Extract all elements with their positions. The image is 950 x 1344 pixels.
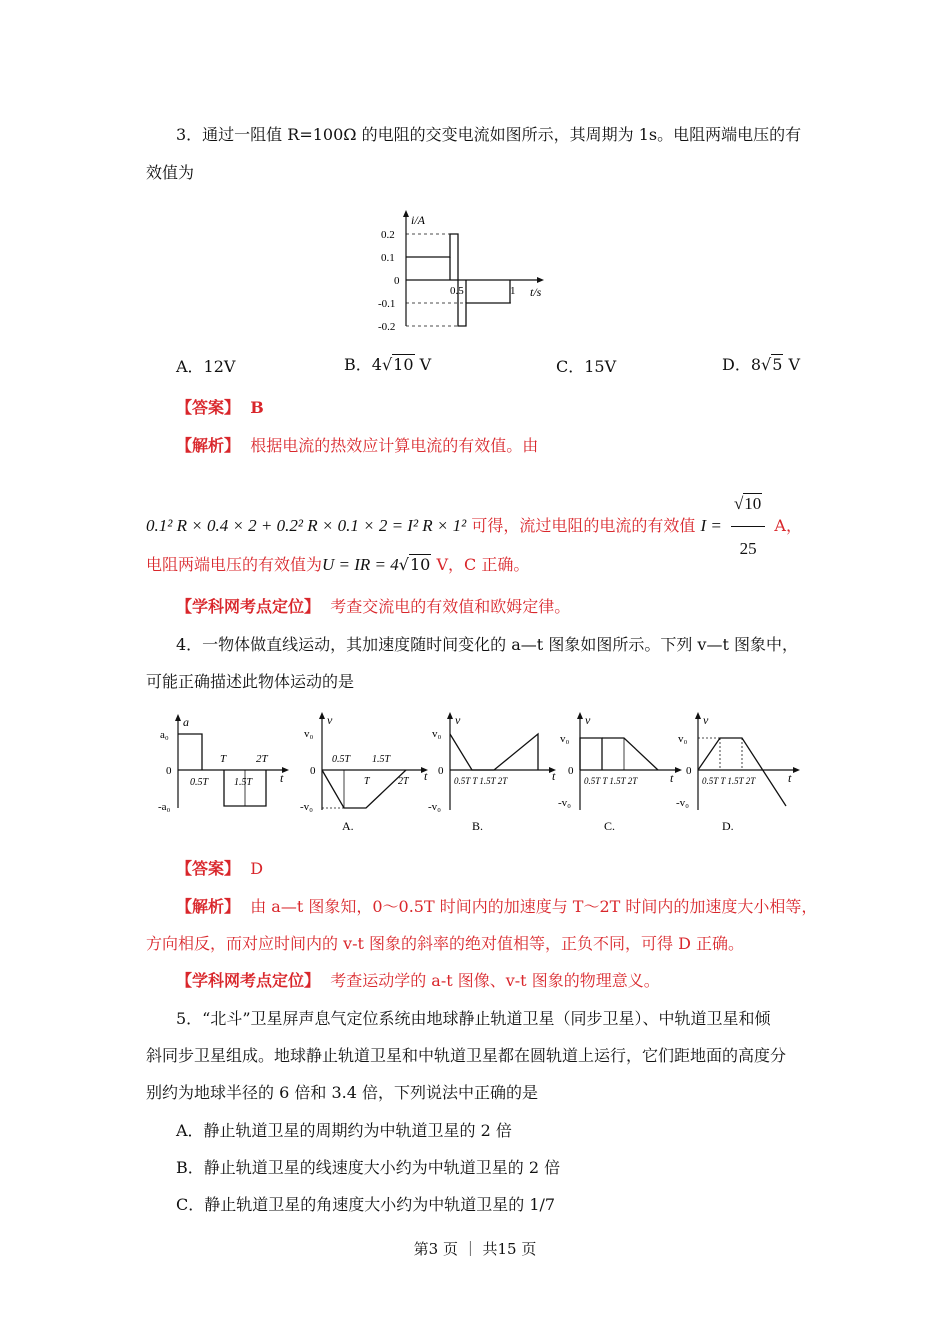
q5-option-b: B．静止轨道卫星的线速度大小约为中轨道卫星的 2 倍 [176,1158,561,1177]
page-footer: 第3 页 ｜ 共15 页 [413,1240,537,1258]
q4-kaodian-text: 考查运动学的 a-t 图像、v-t 图象的物理意义。 [330,971,660,990]
q4-analysis-label: 【解析】 [176,897,241,916]
q4-graph-d [676,710,811,835]
q3-analysis-text1: 根据电流的热效应计算电流的有效值。由 [250,436,539,455]
q3-fraction: $\frac{√10}{25}$ [731,482,765,571]
q3-ytick-1: 0.1 [381,252,395,264]
q3-ytick-0: 0.2 [381,229,395,241]
q4-answer-value: D [250,859,264,878]
svg-text:t: t [280,771,284,785]
q3-x-arrow [537,277,544,283]
q4-graph-b [428,710,563,835]
q5-option-c: C．静止轨道卫星的角速度大小约为中轨道卫星的 1/7 [176,1195,556,1214]
svg-text:0.5T T 1.5T 2T: 0.5T T 1.5T 2T [454,776,508,786]
q3-formula: 0.1² R × 0.4 × 2 + 0.2² R × 0.1 × 2 = I² R × 1² [146,516,467,535]
q3-y-label: i/A [411,213,425,227]
q4-answer-label: 【答案】 [176,859,241,878]
svg-text:v₀: v₀ [560,733,570,745]
svg-text:v: v [703,713,709,727]
q3-kaodian [176,596,570,618]
svg-text:0.5T T 1.5T 2T: 0.5T T 1.5T 2T [702,776,756,786]
q4-kaodian [176,970,660,992]
svg-text:v: v [327,713,333,727]
svg-text:0: 0 [166,765,172,777]
q3-analysis-line3: 电阻两端电压的有效值为U = IR = 4√10 V，C 正确。 [146,555,530,574]
q3-answer [176,397,264,419]
svg-text:-v₀: -v₀ [676,797,689,809]
q3-analysis-label: 【解析】 [176,436,241,455]
q5-stem-line2: 斜同步卫星组成。地球静止轨道卫星和中轨道卫星都在圆轨道上运行，它们距地面的高度分 [146,1046,787,1065]
q3-current-graph [378,208,553,336]
svg-text:-v₀: -v₀ [558,797,571,809]
svg-text:-v₀: -v₀ [300,801,313,813]
svg-text:v₀: v₀ [678,733,688,745]
q3-option-d-radicand: 5 [772,355,783,374]
q3-ytick-2: 0 [394,275,400,287]
q4-graph-c [558,710,688,835]
q4-at-graph [158,712,293,812]
q4-stem-line1: 4．一物体做直线运动，其加速度随时间变化的 a—t 图象如图所示。下列 v—t 图象中， [176,635,798,654]
svg-text:0: 0 [310,765,316,777]
svg-text:0.5T: 0.5T [332,754,351,765]
q3-xtick-1: 1 [510,285,516,297]
svg-text:-v₀: -v₀ [428,801,441,813]
svg-text:v₀: v₀ [432,728,442,740]
q3-kaodian-label: 【学科网考点定位】 [176,597,321,616]
q3-option-c: C．15V [556,357,617,376]
q3-option-b-radicand: 10 [393,355,414,374]
svg-text:v₀: v₀ [304,728,314,740]
q3-analysis-unit: A， [774,516,802,535]
q3-x-label: t/s [530,285,542,299]
q3-analysis-line3-formula: U = IR = 4 [322,555,399,574]
svg-text:1.5T: 1.5T [372,754,391,765]
svg-text:0: 0 [438,765,444,777]
q4-analysis-line2: 方向相反，而对应时间内的 v-t 图象的斜率的绝对值相等，正负不同，可得 D 正确。 [146,934,745,953]
svg-text:1.5T: 1.5T [234,777,253,788]
q4-graph-a [300,710,435,835]
svg-text:T: T [220,753,227,765]
q3-stem-line1: 3．通过一阻值 R=100Ω 的电阻的交变电流如图所示，其周期为 1s。电阻两端电压的有 [176,125,802,144]
q3-y-arrow [403,210,409,217]
q3-frac-num: 10 [744,494,762,513]
q4-caption-d: D. [722,819,734,833]
svg-text:-a₀: -a₀ [158,801,171,812]
q3-answer-label: 【答案】 [176,398,241,417]
q3-answer-value: B [250,398,264,417]
q3-ytick-4: -0.2 [378,321,396,333]
svg-text:t: t [424,769,428,783]
q3-xtick-0: 0.5 [450,285,464,297]
q4-analysis-text1: 由 a—t 图象知，0～0.5T 时间内的加速度与 T～2T 时间内的加速度大小相等， [250,897,818,916]
q3-kaodian-text: 考查交流电的有效值和欧姆定律。 [330,597,571,616]
svg-text:T: T [364,776,370,787]
svg-text:0: 0 [568,765,574,777]
q3-ytick-3: -0.1 [378,298,396,310]
svg-text:t: t [788,771,792,785]
q3-frac-den: 25 [739,539,757,558]
svg-text:t: t [670,771,674,785]
q3-analysis-line3-prefix: 电阻两端电压的有效值为 [146,555,323,574]
q3-analysis-line3-radicand: 10 [409,555,431,574]
q3-analysis-mid: 可得，流过电阻的电流的有效值 [471,516,696,535]
q4-stem-line2: 可能正确描述此物体运动的是 [146,672,355,691]
q4-caption-a: A. [342,819,354,833]
svg-text:0.5T T 1.5T 2T: 0.5T T 1.5T 2T [584,776,638,786]
svg-text:v: v [585,713,591,727]
q3-option-d: D．8√5 V [722,355,801,374]
q4-caption-b: B. [472,819,484,833]
q5-option-a: A．静止轨道卫星的周期约为中轨道卫星的 2 倍 [176,1121,512,1140]
q5-stem-line3: 别约为地球半径的 6 倍和 3.4 倍，下列说法中正确的是 [146,1083,538,1102]
svg-text:v: v [455,713,461,727]
q4-caption-c: C. [604,819,616,833]
svg-text:2T: 2T [398,776,409,787]
svg-text:0: 0 [686,765,692,777]
svg-text:2T: 2T [256,753,268,765]
q3-analysis-line3-suffix: V，C 正确。 [436,555,530,574]
q3-option-a: A．12V [176,357,236,376]
q3-formula-I: I = [700,516,722,535]
svg-text:a₀: a₀ [160,729,169,741]
q3-option-b: B．4√10 V [344,355,432,374]
q3-stem-line2: 效值为 [146,163,195,182]
svg-text:t: t [552,769,556,783]
svg-text:0.5T: 0.5T [190,777,209,788]
q4-analysis-line1 [176,896,817,918]
q4-kaodian-label: 【学科网考点定位】 [176,971,321,990]
q4-answer [176,858,263,880]
q5-stem-line1: 5．“北斗”卫星屏声息气定位系统由地球静止轨道卫星（同步卫星）、中轨道卫星和倾 [176,1009,771,1028]
svg-text:a: a [183,715,189,729]
q3-analysis-line1 [176,435,538,457]
